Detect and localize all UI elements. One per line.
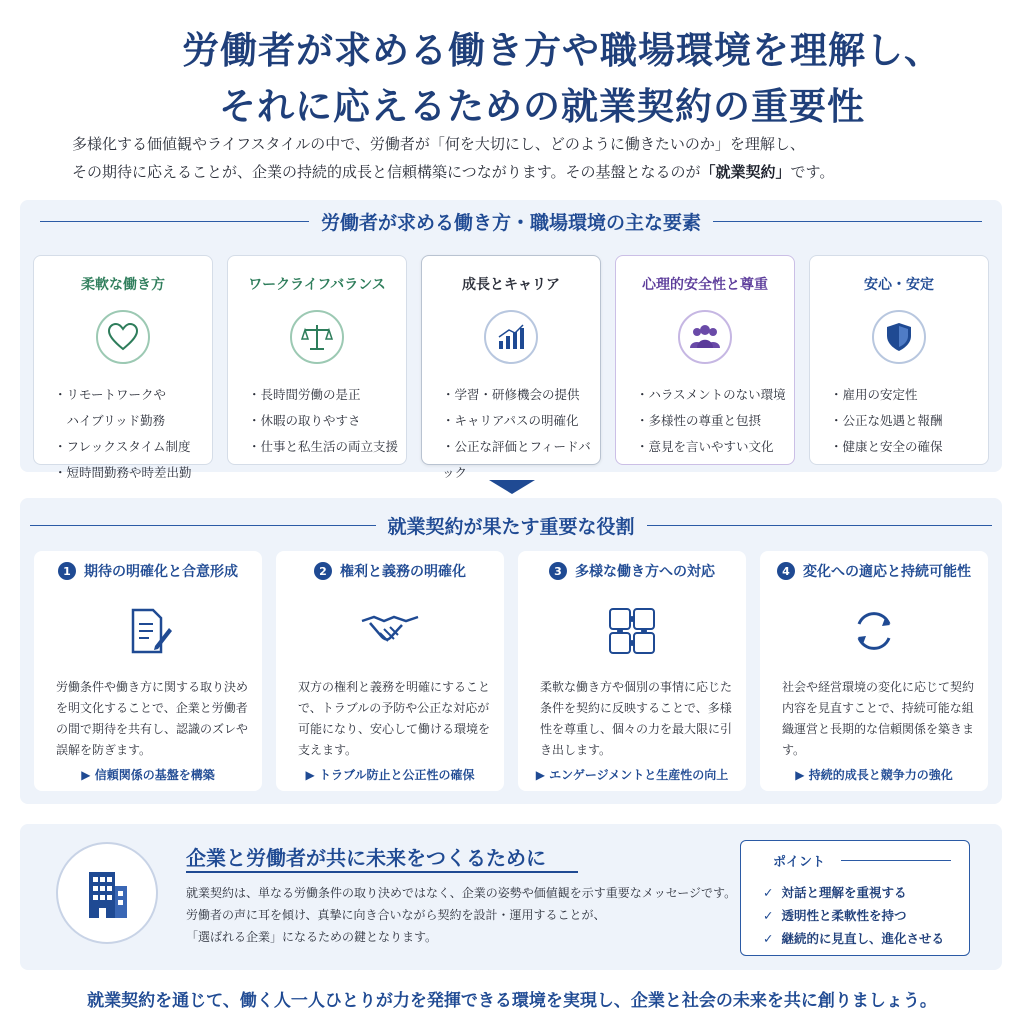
future-text-line3: 「選ばれる企業」になるための鍵となります。	[186, 930, 438, 944]
role-title: 権利と義務の明確化	[340, 564, 466, 580]
card-list	[830, 382, 988, 460]
points-title: ポイント	[773, 855, 826, 870]
page-title-line2: それに応えるための就業契約の重要性	[219, 85, 865, 128]
divider	[30, 525, 376, 526]
heading-underline	[186, 871, 578, 873]
points-list	[763, 881, 944, 950]
card-title: 成長とキャリア	[462, 277, 560, 293]
card-title: 心理的安全性と尊重	[642, 277, 768, 293]
roles-section-header	[20, 512, 1002, 539]
list-item: ・多様性の尊重と包摂	[636, 413, 762, 428]
intro-highlight: 「就業契約」	[700, 163, 791, 181]
list-item: ・公正な処遇と報酬	[830, 413, 943, 428]
list-item: ・フレックスタイム制度	[54, 439, 191, 454]
future-text-line2: 労働者の声に耳を傾け、真摯に向き合いながら契約を設計・運用することが、	[186, 908, 606, 922]
role-title: 期待の明確化と合意形成	[84, 564, 238, 580]
intro-line1: 多様化する価値観やライフスタイルの中で、労働者が「何を大切にし、どのように働きたいのか」を理解し、	[72, 135, 805, 153]
card-list	[248, 382, 406, 460]
divider	[40, 221, 309, 222]
point-item: ✓ 継続的に見直し、進化させる	[763, 927, 944, 950]
list-item: ・雇用の安定性	[830, 387, 918, 402]
role-text: 柔軟な働き方や個別の事情に応じた条件を契約に反映することで、多様性を尊重し、個々の力を最大限に引き出します。	[540, 680, 733, 757]
role-title: 多様な働き方への対応	[575, 564, 715, 580]
divider	[647, 525, 993, 526]
role-header	[518, 561, 746, 581]
element-card-flexible	[33, 255, 213, 480]
card-title: ワークライフバランス	[248, 277, 386, 293]
role-card-2	[276, 551, 504, 791]
intro-line2	[72, 158, 972, 186]
role-number: 4	[777, 562, 795, 580]
role-number: 3	[549, 562, 567, 580]
heart-icon	[96, 310, 150, 364]
people-group-icon	[678, 310, 732, 364]
list-item: ・学習・研修機会の提供	[442, 387, 580, 402]
list-item: ・キャリアパスの明確化	[442, 413, 579, 428]
elements-panel	[20, 200, 1002, 480]
role-text: 社会や経営環境の変化に応じて契約内容を見直すことで、持続可能な組織運営と長期的な信頼関係を築きます。	[782, 680, 975, 757]
role-number: 1	[58, 562, 76, 580]
point-item: ✓ 対話と理解を重視する	[763, 881, 944, 904]
card-title: 安心・安定	[864, 277, 934, 293]
document-pen-icon	[118, 603, 178, 659]
role-text: 労働条件や働き方に関する取り決めを明文化することで、企業と労働者の間で期待を共有し、認識のズレや誤解を防ぎます。	[56, 680, 249, 757]
element-card-psych-safety	[615, 255, 795, 465]
page-title-line1: 労働者が求める働き方や職場環境を理解し、	[182, 29, 942, 72]
role-header	[34, 561, 262, 581]
role-card-4	[760, 551, 988, 791]
shield-icon	[872, 310, 926, 364]
role-header	[760, 561, 988, 581]
point-item: ✓ 透明性と柔軟性を持つ	[763, 904, 944, 927]
roles-panel	[20, 498, 1002, 804]
list-item: ・仕事と私生活の両立支援	[248, 439, 399, 454]
list-item: ・ハラスメントのない環境	[636, 387, 786, 402]
role-footer: ▶ エンゲージメントと生産性の向上	[535, 768, 729, 782]
role-number: 2	[314, 562, 332, 580]
list-item: ・健康と安全の確保	[830, 439, 943, 454]
role-footer: ▶ 持続的成長と競争力の強化	[795, 768, 953, 782]
future-heading: 企業と労働者が共に未来をつくるために	[186, 846, 546, 870]
refresh-icon	[844, 603, 904, 659]
role-footer: ▶ トラブル防止と公正性の確保	[305, 768, 475, 782]
divider	[713, 221, 982, 222]
list-item: ・公正な評価とフィードバック	[442, 439, 591, 480]
roles-heading: 就業契約が果たす重要な役割	[387, 516, 635, 538]
role-text: 双方の権利と義務を明確にすることで、トラブルの予防や公正な対応が可能になり、安心して働ける環境を支えます。	[298, 680, 491, 757]
list-item: ・短時間勤務や時差出勤	[54, 465, 192, 480]
intro-line2-end: です。	[790, 163, 835, 181]
list-item: ・休暇の取りやすさ	[248, 413, 361, 428]
card-list	[442, 382, 600, 486]
footer-message: 就業契約を通じて、働く人一人ひとりが力を発揮できる環境を実現し、企業と社会の未来を共に創りましょう。	[87, 991, 937, 1011]
list-item: ・意見を言いやすい文化	[636, 439, 774, 454]
list-item: ・長時間労働の是正	[248, 387, 361, 402]
element-card-security	[809, 255, 989, 465]
elements-heading: 労働者が求める働き方・職場環境の主な要素	[321, 212, 702, 234]
role-footer: ▶ 信頼関係の基盤を構築	[81, 768, 215, 782]
card-list	[54, 382, 212, 486]
puzzle-icon	[602, 603, 662, 659]
element-card-worklife	[227, 255, 407, 465]
handshake-icon	[360, 603, 420, 659]
elements-section-header	[20, 208, 1002, 235]
down-arrow-icon	[489, 480, 535, 494]
building-icon	[56, 842, 158, 944]
points-box	[740, 840, 970, 956]
role-header	[276, 561, 504, 581]
role-card-3	[518, 551, 746, 791]
card-title: 柔軟な働き方	[81, 277, 165, 293]
intro-line2-text: その期待に応えることが、企業の持続的成長と信頼構築につながります。その基盤となるのが	[72, 163, 701, 181]
list-item: ハイブリッド勤務	[54, 413, 166, 428]
element-card-growth	[421, 255, 601, 480]
role-title: 変化への適応と持続可能性	[803, 564, 971, 580]
card-list	[636, 382, 794, 460]
future-text-line1: 就業契約は、単なる労働条件の取り決めではなく、企業の姿勢や価値観を示す重要なメッセージです。	[186, 886, 737, 900]
points-title-line	[841, 860, 951, 861]
future-panel	[20, 824, 1002, 970]
growth-chart-icon	[484, 310, 538, 364]
role-card-1	[34, 551, 262, 791]
list-item: ・リモートワークや	[54, 387, 167, 402]
scales-icon	[290, 310, 344, 364]
